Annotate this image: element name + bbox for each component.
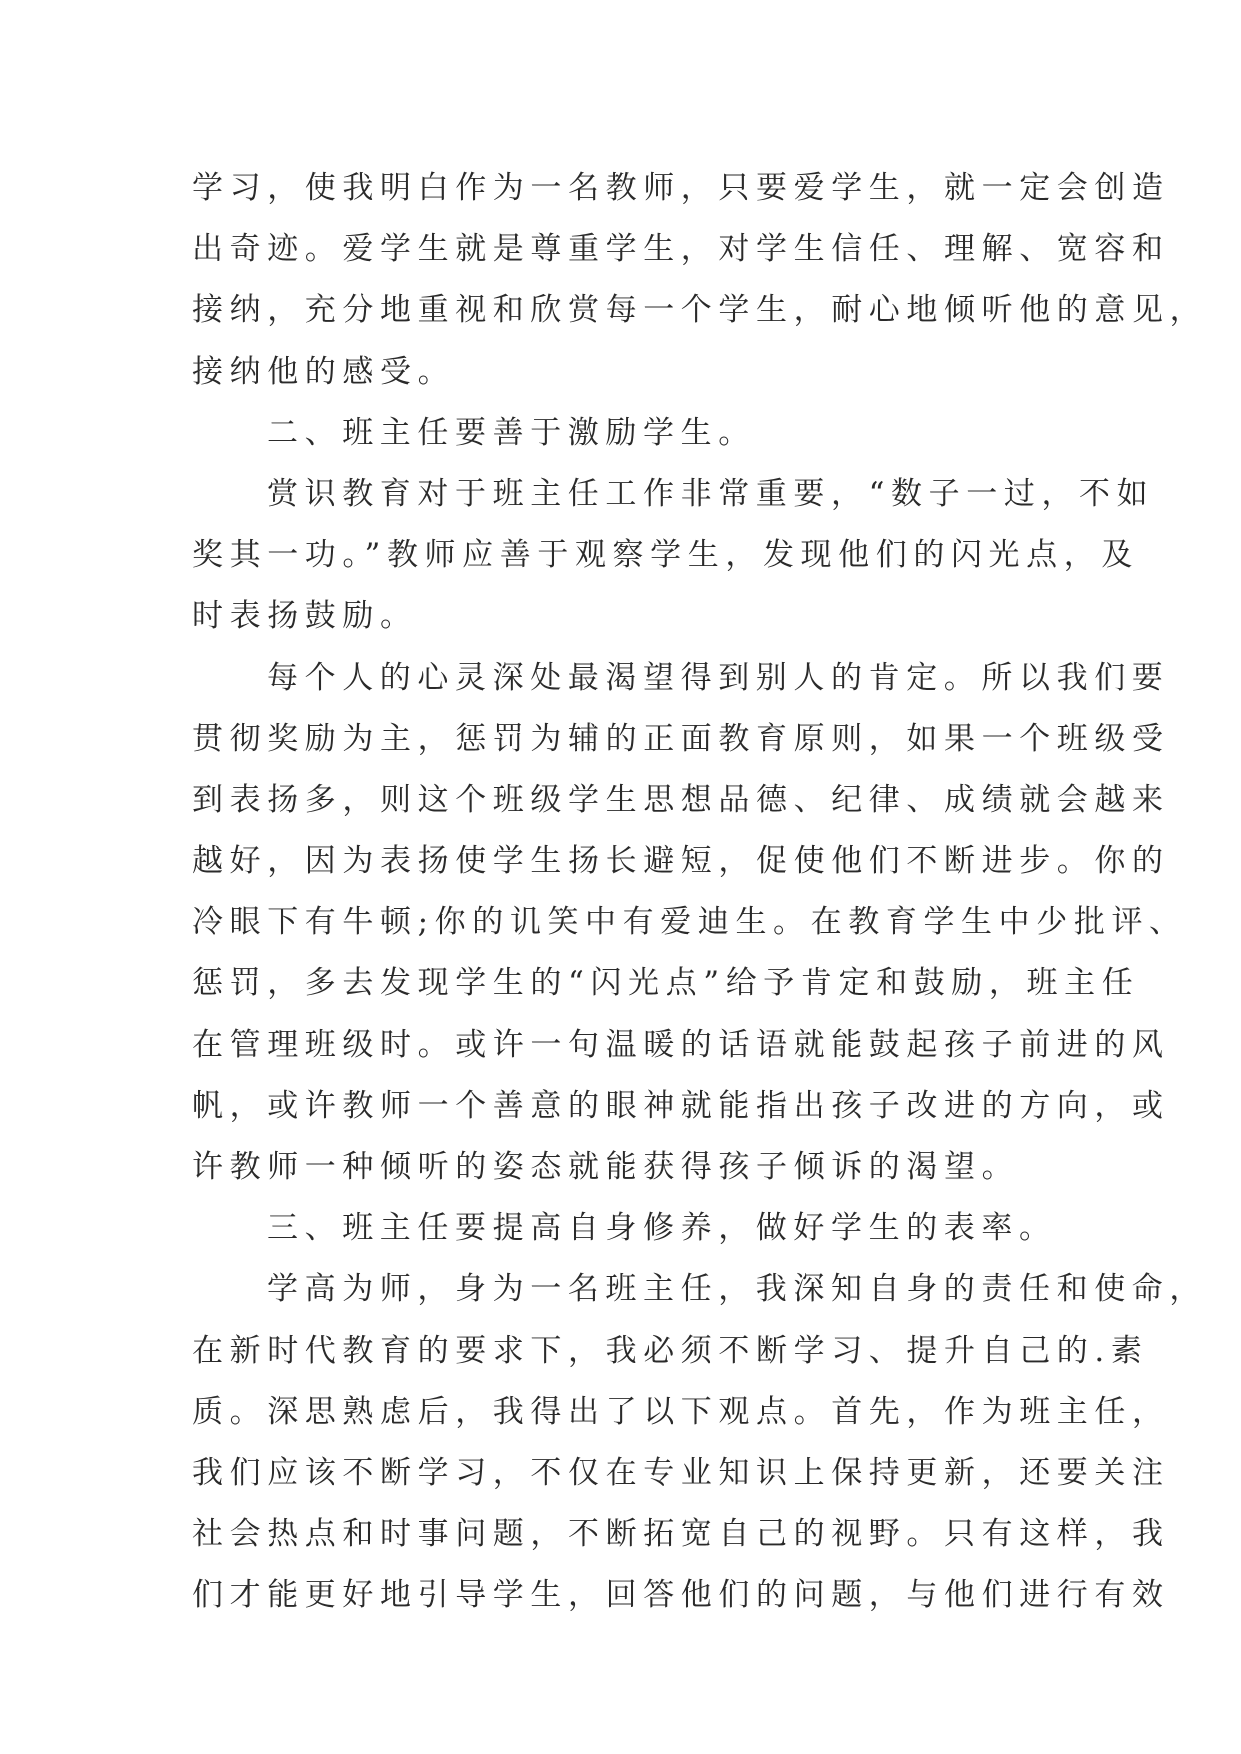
text-line: 出奇迹。爱学生就是尊重学生，对学生信任、理解、宽容和 xyxy=(192,231,1170,268)
text-line: 许教师一种倾听的姿态就能获得孩子倾诉的渴望。 xyxy=(192,1149,1020,1185)
text-line: 接纳他的感受。 xyxy=(192,353,456,390)
text-line: 越好，因为表扬使学生扬长避短，促使他们不断进步。你的 xyxy=(192,843,1170,880)
text-line: 在新时代教育的要求下，我必须不断学习、提升自己的.素 xyxy=(192,1332,1149,1369)
text-line: 奖其一功。”教师应善于观察学生，发现他们的闪光点，及 xyxy=(192,537,1139,574)
text-line: 帆，或许教师一个善意的眼神就能指出孩子改进的方向，或 xyxy=(192,1087,1170,1124)
section-heading: 二、班主任要善于激励学生。 xyxy=(267,414,756,451)
text-line: 质。深思熟虑后，我得出了以下观点。首先，作为班主任， xyxy=(192,1393,1170,1430)
text-line: 社会热点和时事问题，不断拓宽自己的视野。只有这样，我 xyxy=(192,1516,1170,1553)
body-text xyxy=(192,158,1208,1627)
text-line: 在管理班级时。或许一句温暖的话语就能鼓起孩子前进的风 xyxy=(192,1026,1170,1063)
section-heading: 三、班主任要提高自身修养，做好学生的表率。 xyxy=(267,1210,1057,1247)
paragraph-start: 学高为师，身为一名班主任，我深知自身的责任和使命， xyxy=(267,1271,1207,1308)
text-line: 学习，使我明白作为一名教师，只要爱学生，就一定会创造 xyxy=(192,170,1170,206)
paragraph-start: 赏识教育对于班主任工作非常重要，“数子一过，不如 xyxy=(267,475,1155,512)
text-line: 惩罚，多去发现学生的“闪光点”给予肯定和鼓励，班主任 xyxy=(192,965,1140,1002)
paragraph-start: 每个人的心灵深处最渴望得到别人的肯定。所以我们要 xyxy=(267,659,1170,696)
text-line: 我们应该不断学习，不仅在专业知识上保持更新，还要关注 xyxy=(192,1454,1170,1491)
text-line: 接纳，充分地重视和欣赏每一个学生，耐心地倾听他的意见， xyxy=(192,292,1208,329)
text-line: 贯彻奖励为主，惩罚为辅的正面教育原则，如果一个班级受 xyxy=(192,720,1170,757)
text-line: 们才能更好地引导学生，回答他们的问题，与他们进行有效 xyxy=(192,1577,1170,1614)
text-line: 到表扬多，则这个班级学生思想品德、纪律、成绩就会越来 xyxy=(192,781,1170,818)
text-line: 时表扬鼓励。 xyxy=(192,598,418,635)
text-line: 冷眼下有牛顿;你的讥笑中有爱迪生。在教育学生中少批评、 xyxy=(192,904,1187,941)
